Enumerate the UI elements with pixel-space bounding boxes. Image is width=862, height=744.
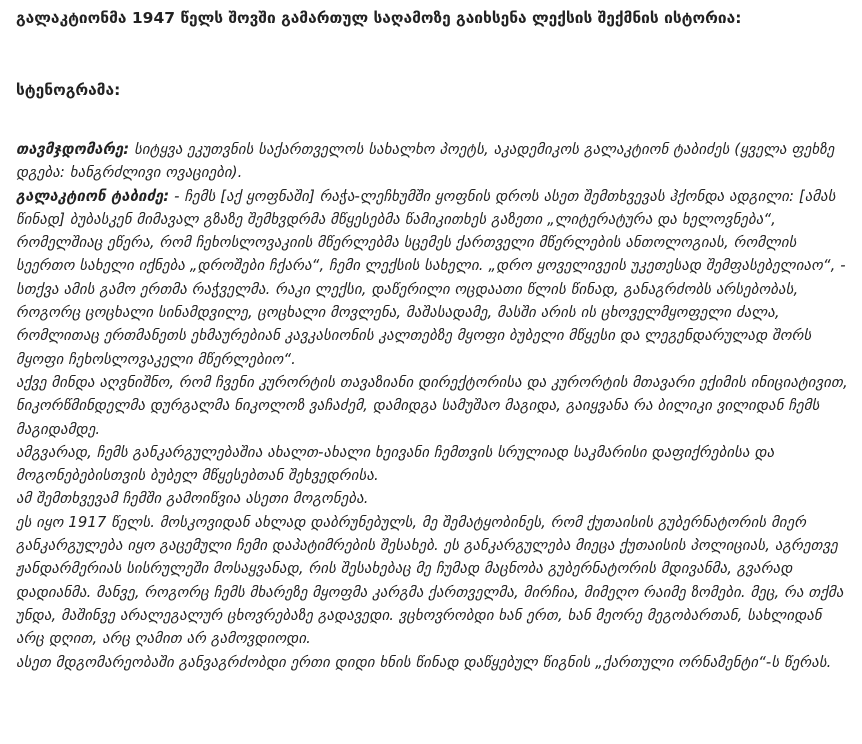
transcript-paragraph — [16, 138, 854, 185]
transcript-paragraph — [16, 441, 854, 488]
paragraph-text: სიტყვა ეკუთვნის საქართველოს სახალხო პოეტს, აკადემიკოს გალაკტიონ ტაბიძეს (ყველა ფეხზე დგება: ხანგრძლივი ოვაციები). — [16, 141, 835, 182]
document-title: გალაკტიონმა 1947 წელს შოვში გამართულ საღამოზე გაიხსენა ლექსის შექმნის ისტორია: — [16, 9, 742, 27]
speaker-label: გალაკტიონ ტაბიძე: — [16, 187, 170, 205]
paragraph-text: ამ შემთხვევამ ჩემში გამოიწვია ასეთი მოგონება. — [16, 490, 369, 508]
paragraph-text: - ჩემს [აქ ყოფნაში] რაჭა-ლეჩხუმში ყოფნის დროს ასეთ შემთხვევას ჰქონდა ადგილი: [ამას წინად] ბუბასკენ მიმავალ გზაზე შემხვდრმა მწყესებმა წამიკითხეს გაზეთი „ლიტერატურა და ხელოვნება“, რომელშიაც ეწერა, რომ ჩეხოსლოვაკიის მწერლებმა სცემეს ქართველი მწერლების ანთოლოგიას, რომლის სეერთო სახელი იქნება „დროშები ჩქარა“, ჩემი ლექსის სახელი. „დრო ყოველივეის უკეთესად შემფასებელიაო“, - სთქვა ამის გამო ერთმა რაჭველმა. რაკი ლექსი, დაწერილი ოცდაათი წლის წინად, განაგრძობს არსებობას, როგორც ცოცხალი სინამდვილე, ცოცხალი მოვლენა, მაშასადამე, მასში არის ის ცხოველმყოფელი ძალა, რომლითაც ერთმანეთს ეხმაურებიან კავკასიონის კალთებზე მყოფი ბუბელი მწყესი და ლეგენდარულად შორს მყოფი ჩეხოსლოვაკელი მწერლებიო“. — [16, 187, 846, 368]
transcript-paragraph — [16, 651, 854, 674]
paragraph-text: ეს იყო 1917 წელს. მოსკოვიდან ახლად დაბრუნებულს, მე შემატყობინეს, რომ ქუთაისის გუბერნატორის მიერ განკარგულება იყო გაცემული ჩემი დაპატიმრების შესახებ. ეს განკარგულება მიეცა ქუთაისის პოლიციას, აგრეთვე ჟანდარმერიას სისრულეში მოსაყვანად, რის შესახებაც მე ჩუმად მაცნობა გუბერნატორის მდივანმა, გვარად დადიანმა. მანვე, როგორც ჩემს მხარეზე მყოფმა კარგმა ქართველმა, მირჩია, მიმეღო რაიმე ზომები. მეც, რა თქმა უნდა, მაშინვე არალეგალურ ცხოვრებაზე გადავედი. ვცხოვრობდი ხან ერთ, ხან მეორე მეგობართან, სახლიდან არც დღით, არც ღამით არ გამოვდიოდი. — [16, 513, 844, 648]
transcript-paragraph — [16, 487, 854, 510]
paragraph-text: ამგვარად, ჩემს განკარგულებაშია ახალთ-ახალი ხეივანი ჩემთვის სრულიად საკმარისი დაფიქრებისა და მოგონებებისთვის ბუბელ მწყესებთან შეხვედრისა. — [16, 443, 775, 485]
transcript-paragraph — [16, 371, 854, 441]
transcript-body — [16, 138, 854, 674]
transcript-paragraph — [16, 511, 854, 651]
document — [16, 8, 854, 671]
paragraph-text: ასეთ მდგომარეობაში განვაგრძობდი ერთი დიდი ხნის წინად დაწყებულ წიგნის „ქართული ორნამენტი“-ს წერას. — [16, 653, 832, 671]
transcript-paragraph — [16, 185, 854, 371]
document-subtitle: სტენოგრამა: — [16, 81, 121, 99]
speaker-label: თავმჯდომარე: — [16, 141, 130, 158]
paragraph-text: აქვე მინდა აღვნიშნო, რომ ჩვენი კურორტის თავაზიანი დირექტორისა და კურორტის მთავარი ექიმის ინიციატივით, ნიკორწმინდელმა დურგალმა ნიკოლოზ ვაჩაძემ, დამიდგა სამუშაო მაგიდა, გაიყვანა რა ბილიკი ვილიდან ჩემს მაგიდამდე. — [16, 373, 848, 438]
